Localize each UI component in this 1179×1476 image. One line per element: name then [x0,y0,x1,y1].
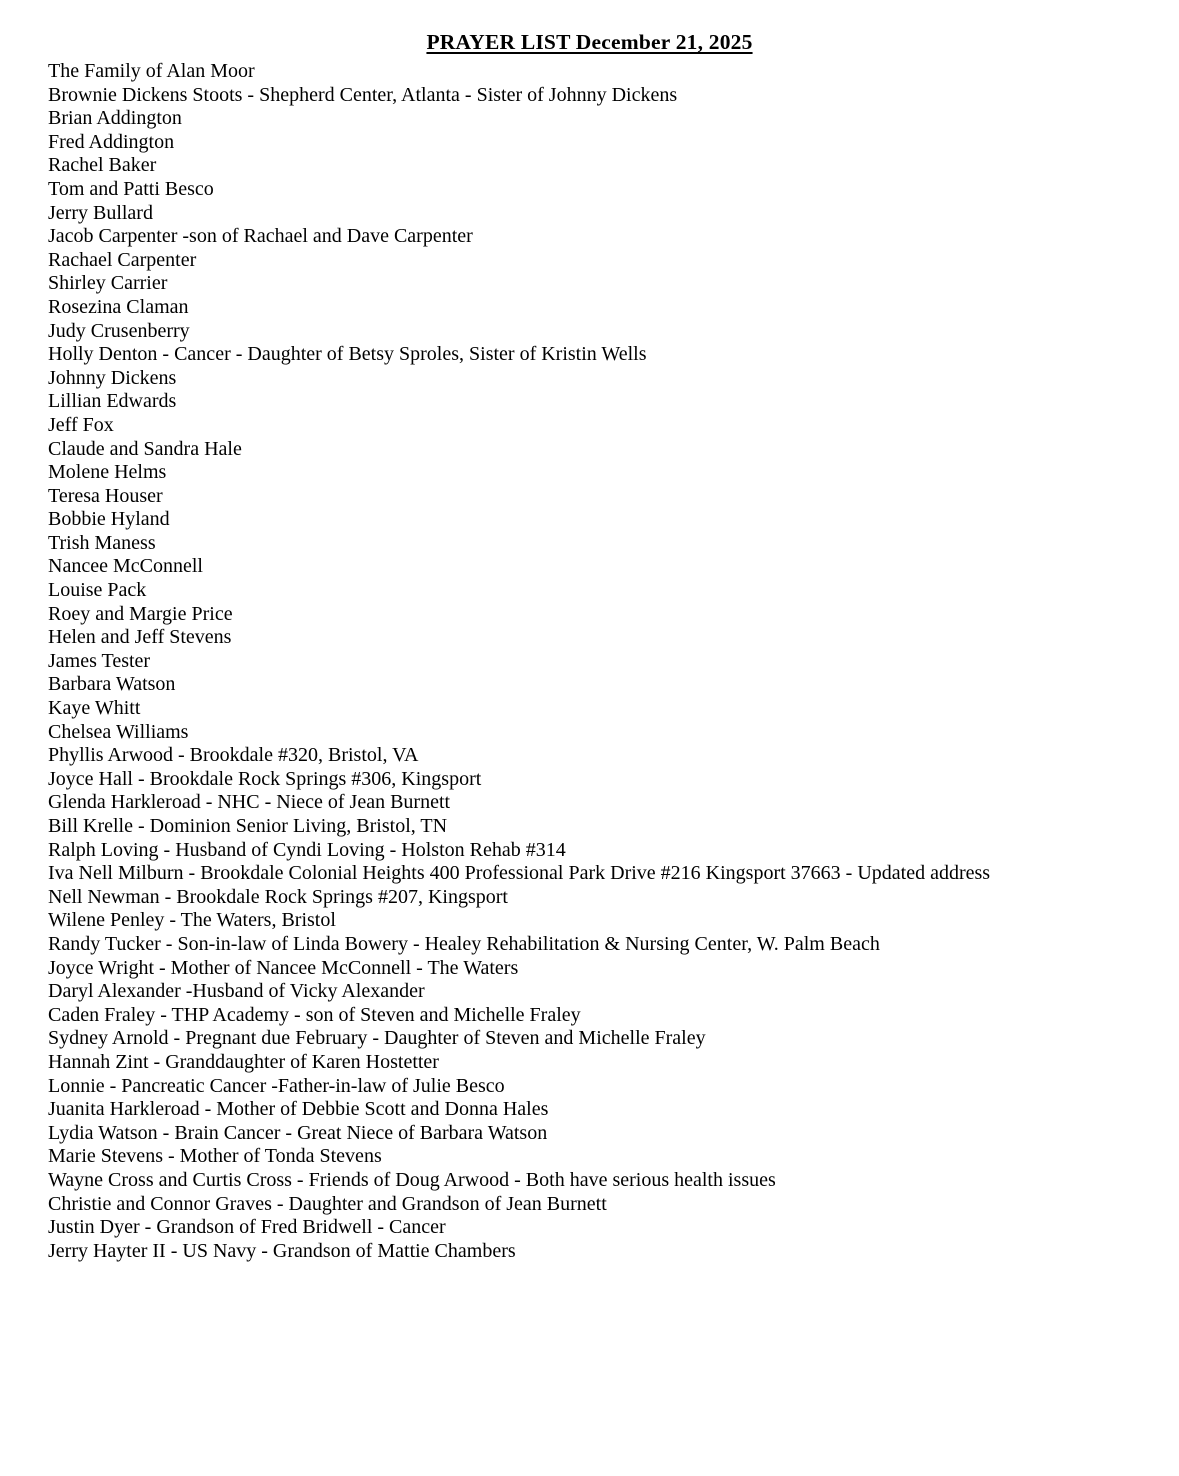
prayer-list-entry: Molene Helms [48,461,167,484]
prayer-list-entry: Jeff Fox [48,413,114,436]
prayer-list-entry: Shirley Carrier [48,272,168,295]
prayer-list-entry: Barbara Watson [48,673,176,696]
prayer-list-entry: Judy Crusenberry [48,319,190,342]
prayer-list-entry: Justin Dyer - Grandson of Fred Bridwell - Cancer [48,1216,446,1239]
prayer-list-entry: Iva Nell Milburn - Brookdale Colonial Heights 400 Professional Park Drive #216 Kingsport 37663 - Updated address [48,862,991,885]
prayer-list-entry: Ralph Loving - Husband of Cyndi Loving - Holston Rehab #314 [48,838,566,861]
prayer-list-entry: Lonnie - Pancreatic Cancer -Father-in-law of Julie Besco [48,1074,505,1097]
prayer-list [0,60,1179,1263]
prayer-list-entry: Johnny Dickens [48,366,177,389]
prayer-list-entry: Helen and Jeff Stevens [48,626,232,649]
prayer-list-entry: Jerry Hayter II - US Navy - Grandson of Mattie Chambers [48,1239,516,1262]
prayer-list-entry: Christie and Connor Graves - Daughter and Grandson of Jean Burnett [48,1192,607,1215]
prayer-list-entry: Wayne Cross and Curtis Cross - Friends of Doug Arwood - Both have serious health issues [48,1168,776,1191]
prayer-list-entry: Randy Tucker - Son-in-law of Linda Bowery - Healey Rehabilitation & Nursing Center, W. Palm Beach [48,932,880,955]
prayer-list-entry: Nell Newman - Brookdale Rock Springs #207, Kingsport [48,885,508,908]
prayer-list-entry: Daryl Alexander -Husband of Vicky Alexander [48,980,425,1003]
prayer-list-entry: The Family of Alan Moor [48,60,255,82]
prayer-list-entry: Sydney Arnold - Pregnant due February - Daughter of Steven and Michelle Fraley [48,1027,706,1050]
prayer-list-entry: Lillian Edwards [48,390,177,413]
prayer-list-entry: Glenda Harkleroad - NHC - Niece of Jean Burnett [48,791,451,814]
prayer-list-entry: Nancee McConnell [48,555,203,578]
prayer-list-entry: Teresa Houser [48,484,163,507]
prayer-list-entry: Rachael Carpenter [48,248,197,271]
prayer-list-entry: Joyce Wright - Mother of Nancee McConnell - The Waters [48,956,519,979]
prayer-list-entry: Lydia Watson - Brain Cancer - Great Niece of Barbara Watson [48,1121,548,1144]
prayer-list-entry: Bobbie Hyland [48,508,170,531]
prayer-list-entry: Roey and Margie Price [48,602,233,625]
prayer-list-entry: Caden Fraley - THP Academy - son of Steven and Michelle Fraley [48,1003,581,1026]
prayer-list-entry: Brian Addington [48,107,182,130]
prayer-list-entry: Joyce Hall - Brookdale Rock Springs #306, Kingsport [48,767,482,790]
prayer-list-entry: Tom and Patti Besco [48,177,214,200]
prayer-list-entry: James Tester [48,649,151,672]
prayer-list-entry: Wilene Penley - The Waters, Bristol [48,909,336,932]
prayer-list-entry: Fred Addington [48,130,175,153]
prayer-list-entry: Kaye Whitt [48,697,141,720]
prayer-list-entry: Rosezina Claman [48,295,189,318]
prayer-list-entry: Jerry Bullard [48,201,153,224]
prayer-list-entry: Hannah Zint - Granddaughter of Karen Hostetter [48,1050,439,1073]
prayer-list-entry: Brownie Dickens Stoots - Shepherd Center, Atlanta - Sister of Johnny Dickens [48,83,678,106]
prayer-list-entry: Jacob Carpenter -son of Rachael and Dave Carpenter [48,225,473,248]
prayer-list-entry: Louise Pack [48,579,147,602]
prayer-list-entry: Chelsea Williams [48,720,189,743]
prayer-list-entry: Rachel Baker [48,154,157,177]
prayer-list-entry: Phyllis Arwood - Brookdale #320, Bristol, VA [48,744,419,767]
page-title: PRAYER LIST December 21, 2025 [426,30,753,54]
prayer-list-entry: Marie Stevens - Mother of Tonda Stevens [48,1145,382,1168]
prayer-list-entry: Trish Maness [48,531,156,554]
prayer-list-entry: Claude and Sandra Hale [48,437,242,460]
prayer-list-entry: Bill Krelle - Dominion Senior Living, Bristol, TN [48,815,448,837]
prayer-list-entry: Holly Denton - Cancer - Daughter of Betsy Sproles, Sister of Kristin Wells [48,343,647,366]
prayer-list-entry: Juanita Harkleroad - Mother of Debbie Scott and Donna Hales [48,1098,549,1121]
